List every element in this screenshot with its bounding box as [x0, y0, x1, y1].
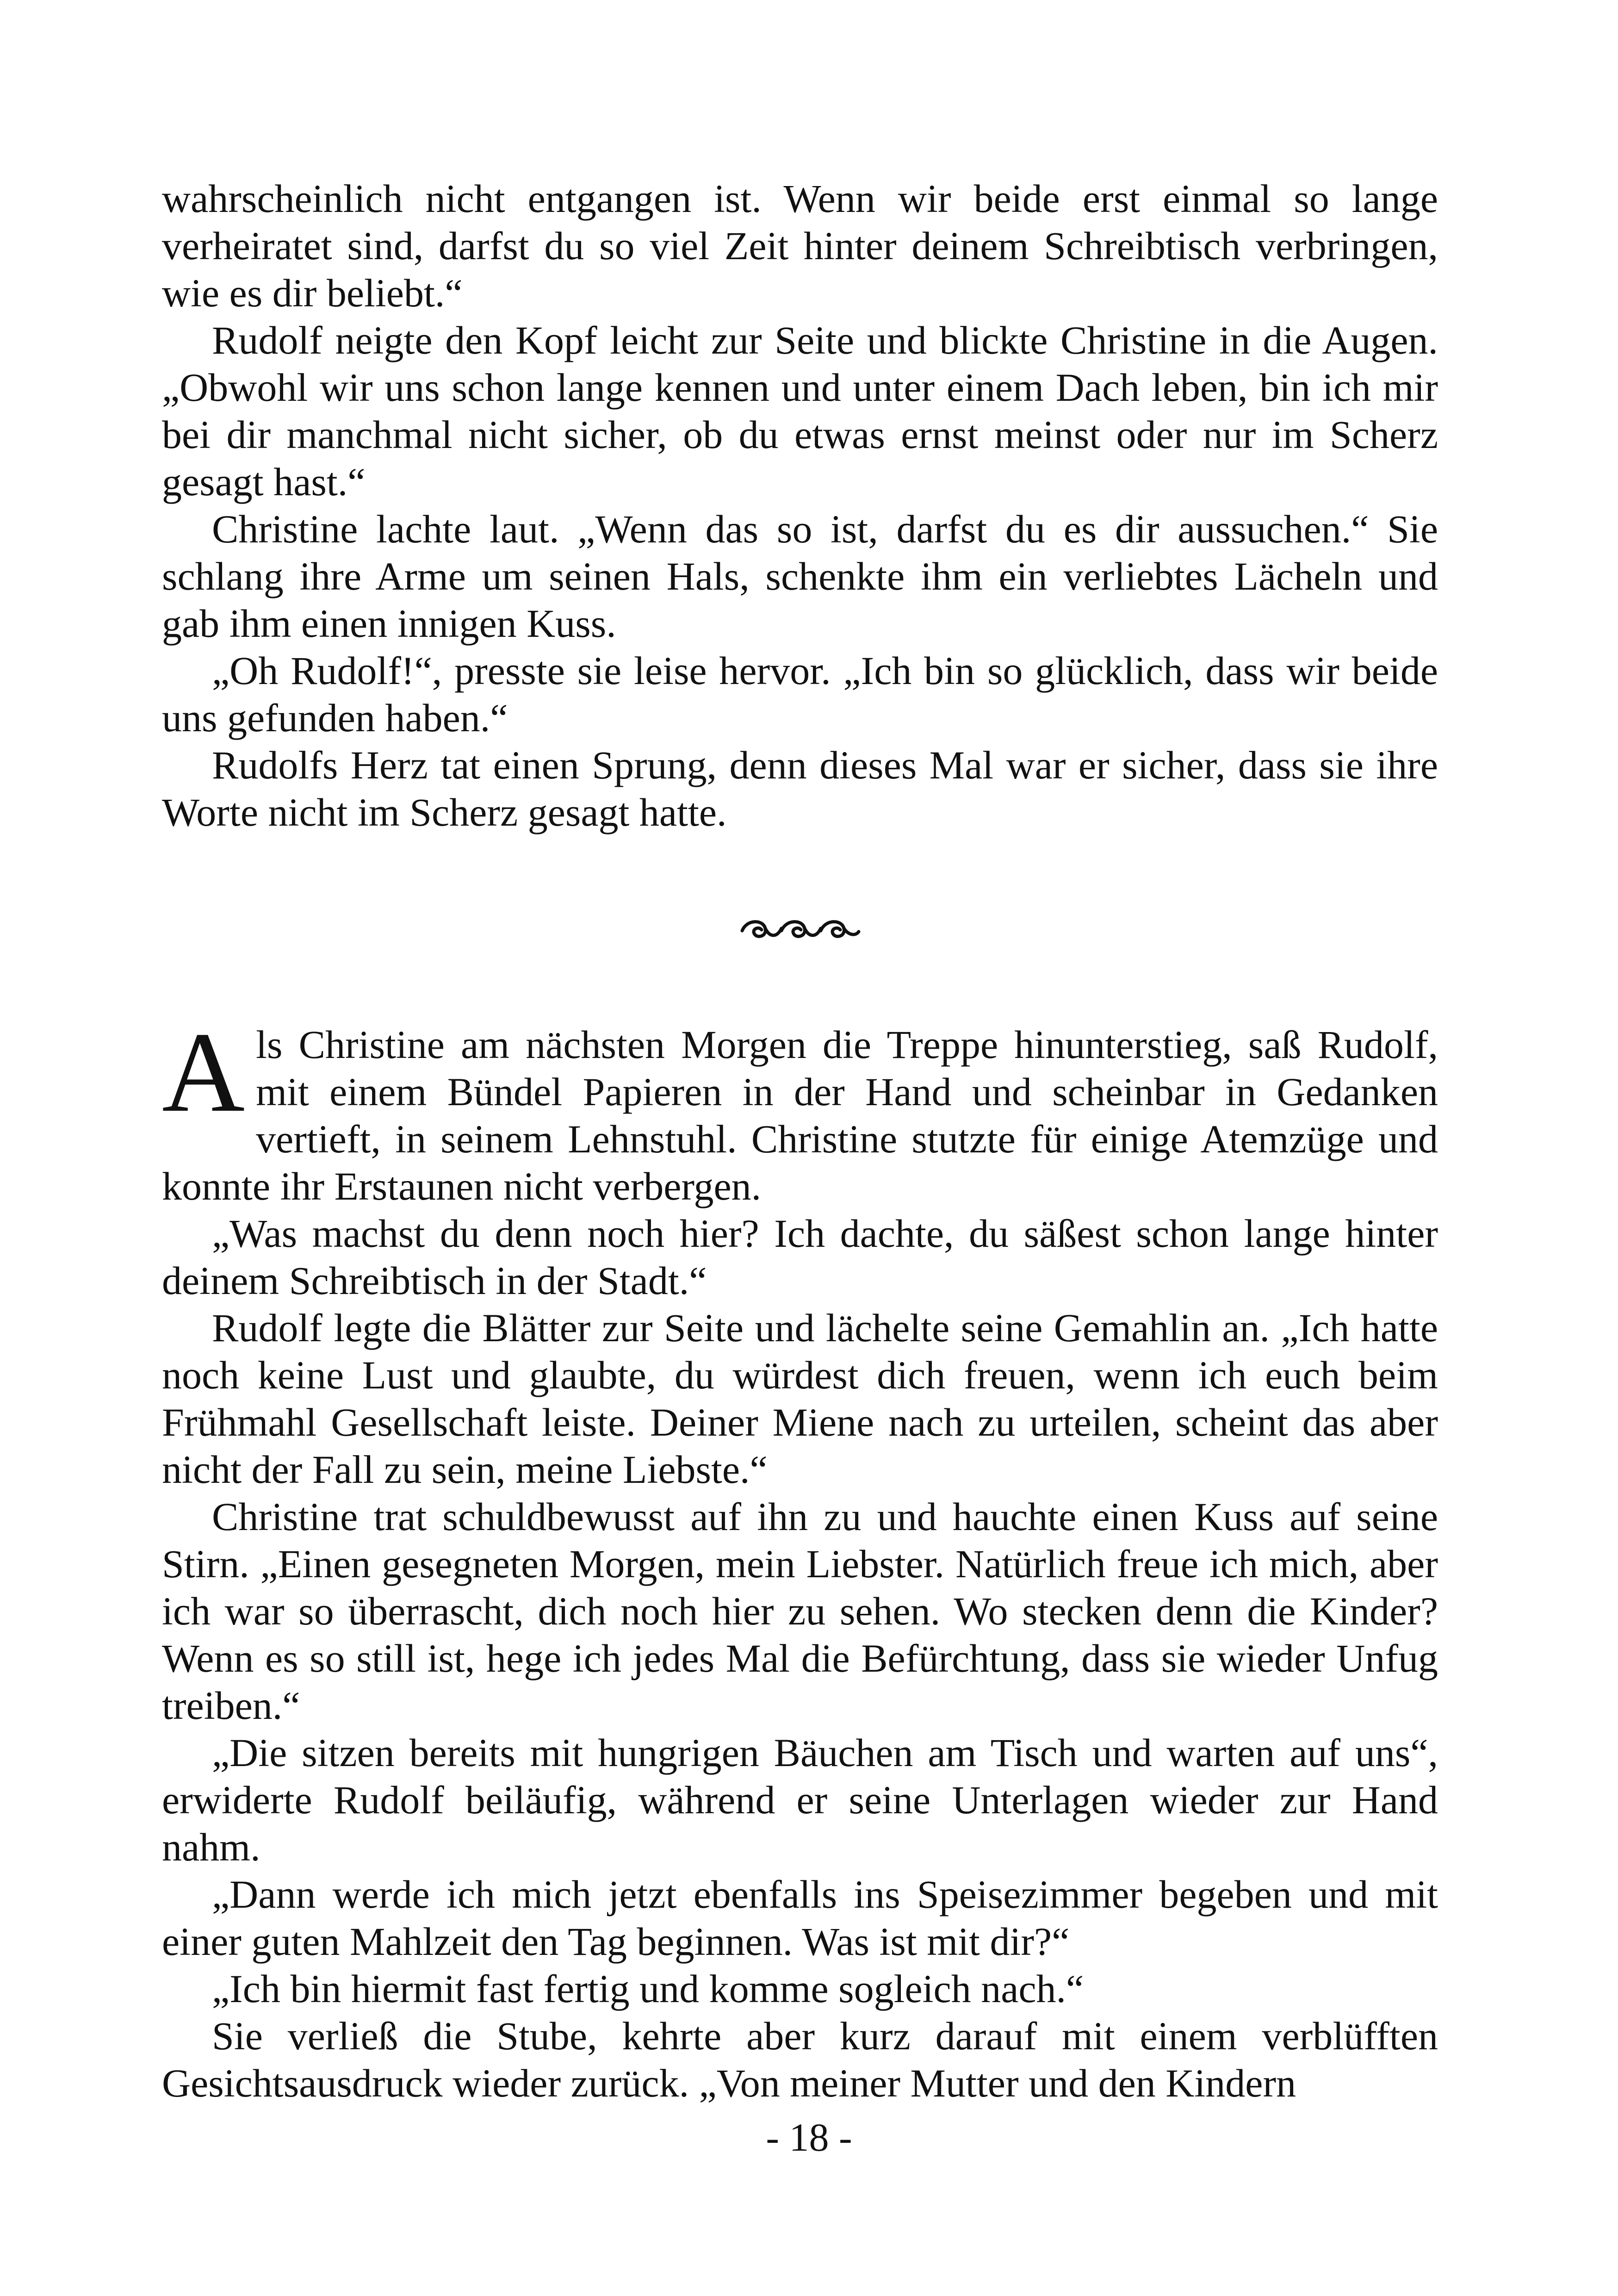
paragraph: wahrscheinlich nicht entgangen ist. Wenn wir beide erst einmal so lange verheiratet sind, darfst du so viel Zeit hinter deinem Schreibtisch verbringen, wie es dir beliebt.“ — [162, 176, 1438, 315]
section-break — [162, 836, 1438, 1021]
paragraph: Sie verließ die Stube, kehrte aber kurz darauf mit einem verblüfften Gesichtsausdruck wieder zurück. „Von meiner Mutter und den Kindern — [162, 2014, 1438, 2105]
paragraph: „Oh Rudolf!“, presste sie leise hervor. „Ich bin so glücklich, dass wir beide uns gefunden haben.“ — [162, 648, 1438, 740]
paragraph: Christine lachte laut. „Wenn das so ist, darfst du es dir aussuchen.“ Sie schlang ihre Arme um seinen Hals, schenkte ihm ein verliebtes Lächeln und gab ihm einen innigen Kuss. — [162, 507, 1438, 646]
paragraph: Christine trat schuldbewusst auf ihn zu und hauchte einen Kuss auf seine Stirn. „Einen gesegneten Morgen, mein Liebster. Natürlich freue ich mich, aber ich war so überrascht, dich noch hier zu sehen. Wo stecken denn die Kinder? Wenn es so still ist, hege ich jedes Mal die Befürchtung, dass sie wieder Unfug treiben.“ — [162, 1494, 1438, 1728]
paragraph: Rudolf legte die Blätter zur Seite und lächelte seine Gemahlin an. „Ich hatte noch keine Lust und glaubte, du würdest dich freuen, wenn ich euch beim Frühmahl Gesellschaft leiste. Deiner Miene nach zu urteilen, scheint das aber nicht der Fall zu sein, meine Liebste.“ — [162, 1306, 1438, 1492]
page-number: - 18 - — [766, 2115, 852, 2159]
paragraph: „Dann werde ich mich jetzt ebenfalls ins Speisezimmer begeben und mit einer guten Mahlzeit den Tag beginnen. Was ist mit dir?“ — [162, 1872, 1438, 1964]
dropcap-letter: A — [162, 1008, 245, 1136]
paragraph: Rudolf neigte den Kopf leicht zur Seite und blickte Christine in die Augen. „Obwohl wir uns schon lange kennen und unter einem Dach leben, bin ich mir bei dir manchmal nicht sicher, ob du etwas ernst meinst oder nur im Scherz gesagt hast.“ — [162, 318, 1438, 504]
scroll-ornament-icon — [738, 912, 862, 945]
page-body — [162, 175, 1438, 2107]
opening-paragraph-text: ls Christine am nächsten Morgen die Treppe hinunterstieg, saß Rudolf, mit einem Bündel Papieren in der Hand und scheinbar in Gedanken vertieft, in seinem Lehnstuhl. Christine stutzte für einige Atemzüge und konnte ihr Erstaunen nicht verbergen. — [162, 1022, 1438, 1208]
opening-paragraph — [162, 1008, 1438, 1210]
paragraph: „Ich bin hiermit fast fertig und komme sogleich nach.“ — [212, 1966, 1084, 2011]
paragraph: „Was machst du denn noch hier? Ich dachte, du säßest schon lange hinter deinem Schreibtisch in der Stadt.“ — [162, 1211, 1438, 1303]
paragraph: „Die sitzen bereits mit hungrigen Bäuchen am Tisch und warten auf uns“, erwiderte Rudolf beiläufig, während er seine Unterlagen wieder zur Hand nahm. — [162, 1730, 1438, 1869]
paragraph: Rudolfs Herz tat einen Sprung, denn dieses Mal war er sicher, dass sie ihre Worte nicht im Scherz gesagt hatte. — [162, 743, 1438, 834]
